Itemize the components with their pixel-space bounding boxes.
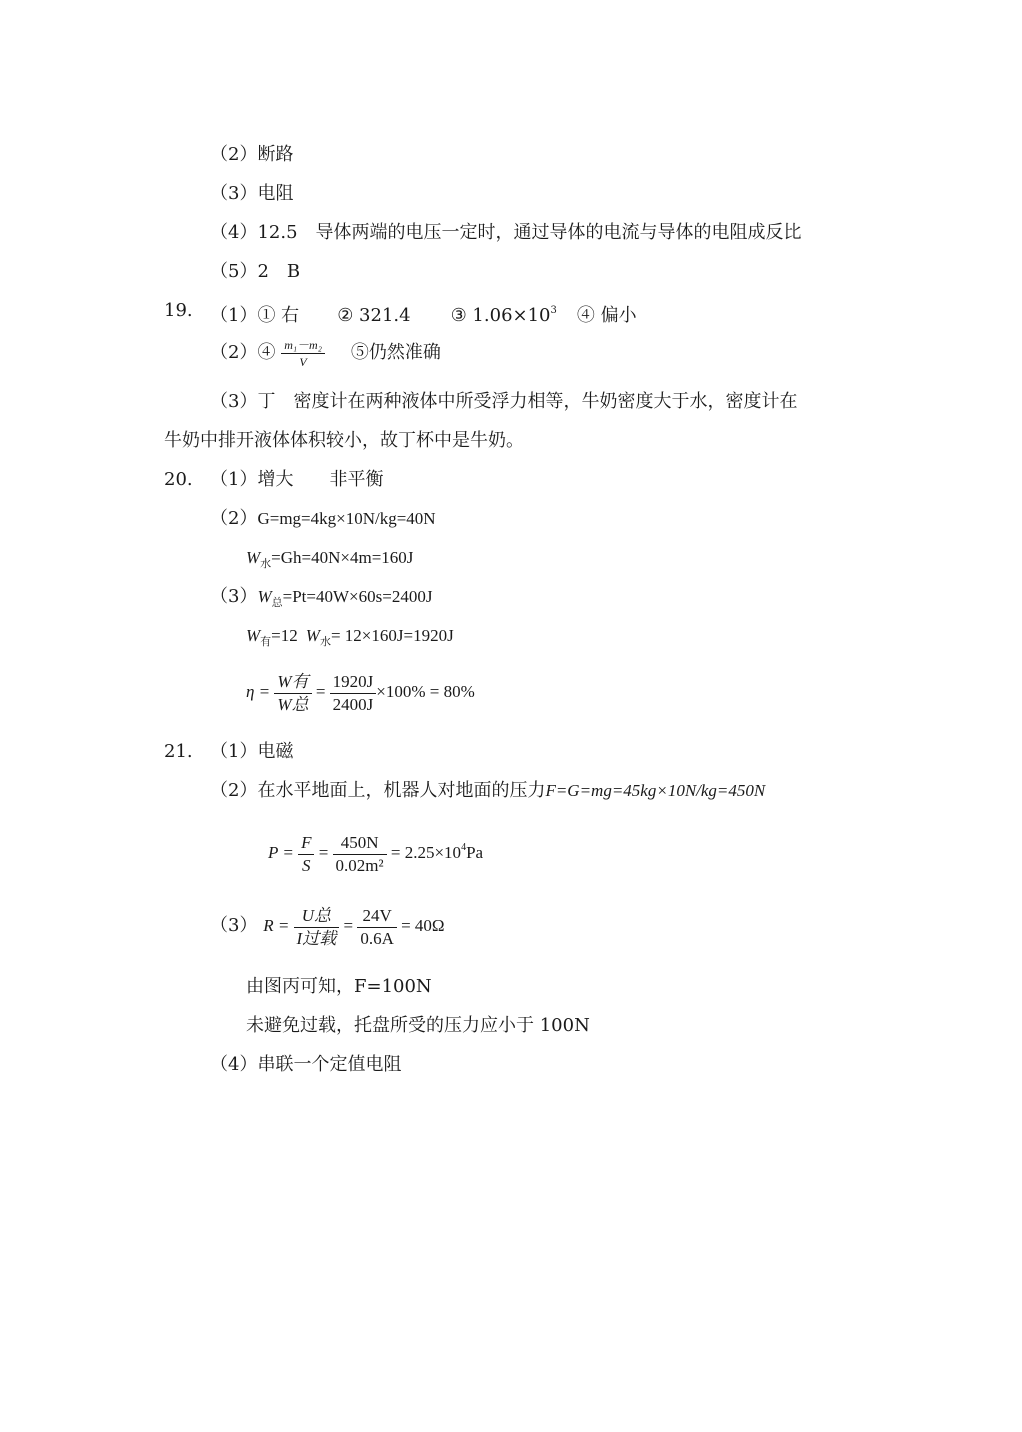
work-subscript: 水 <box>260 558 272 570</box>
pressure-equals: = <box>318 843 329 862</box>
q19-number: 19. <box>164 300 193 321</box>
pressure-force-equation: F=G=mg=45kg×10N/kg=450N <box>545 781 766 800</box>
resistance-symbol: R = <box>263 916 290 935</box>
q19-part2-b: ⑤仍然准确 <box>350 342 441 363</box>
efficiency-fraction-2-top: 1920J <box>330 672 377 694</box>
useful-work-equation <box>246 624 454 654</box>
pressure-fraction-2-bottom: 0.02m² <box>335 855 384 875</box>
efficiency-symbol: η = <box>246 682 271 701</box>
resistance-result: = 40Ω <box>401 916 445 935</box>
resistance-fraction-2-top: 24V <box>357 906 397 928</box>
useful-work-subscript2: 水 <box>319 636 331 648</box>
q18-part4-label: （4）12.5 <box>210 222 298 243</box>
efficiency-equation <box>246 668 475 716</box>
useful-work-subscript: 有 <box>260 636 272 648</box>
q21-part3-label: （3） <box>210 915 258 936</box>
q19-part1 <box>210 299 637 328</box>
q21-part1: （1）电磁 <box>210 741 294 762</box>
pressure-fraction-2-top: 450N <box>333 833 387 855</box>
useful-work-symbol2: W <box>305 626 320 645</box>
pressure-fraction-2 <box>333 833 387 876</box>
work-water-equation <box>246 546 413 576</box>
q19-part1-a: （1）① 右 <box>210 305 300 326</box>
work-total-symbol: W <box>257 587 272 606</box>
resistance-fraction-1-top: U总 <box>294 906 340 928</box>
pressure-symbol: P = <box>268 843 294 862</box>
q19-part1-c: ③ 1.06×10 <box>450 305 551 326</box>
efficiency-fraction-1 <box>274 672 311 715</box>
useful-work-symbol: W <box>246 626 261 645</box>
efficiency-fraction-1-top: W有 <box>274 672 311 694</box>
resistance-fraction-1-bottom: I过载 <box>296 928 337 948</box>
pressure-exponent: 4 <box>461 842 467 853</box>
q20-part3-label: （3） <box>210 586 258 607</box>
resistance-fraction-1 <box>294 906 340 949</box>
efficiency-fraction-1-bottom: W总 <box>277 694 309 714</box>
efficiency-fraction-2-bottom: 2400J <box>332 694 374 714</box>
q21-number: 21. <box>164 741 193 762</box>
q21-part3-conclusion: 未避免过载，托盘所受的压力应小于 100N <box>246 1015 590 1036</box>
q21-part3 <box>210 900 445 952</box>
q18-part4 <box>210 221 802 245</box>
q21-part3-graph-note: 由图丙可知，F=100N <box>246 976 432 997</box>
q19-part1-d: ④ 偏小 <box>576 305 637 326</box>
q21-part2 <box>210 779 765 803</box>
resistance-fraction-2-bottom: 0.6A <box>360 928 394 948</box>
work-total-value: =Pt=40W×60s=2400J <box>282 587 433 606</box>
q19-part2 <box>210 336 441 370</box>
useful-work-mid: =12 <box>271 626 298 645</box>
pressure-fraction-1-bottom: S <box>302 855 311 875</box>
pressure-equation <box>268 822 483 879</box>
density-fraction-numerator: m₁－m₂ <box>281 338 325 354</box>
q19-part1-b: ② 321.4 <box>337 305 411 326</box>
work-total-subscript: 总 <box>271 597 283 609</box>
q20-part2 <box>210 507 436 531</box>
pressure-fraction-1-top: F <box>298 833 314 855</box>
q20-number: 20. <box>164 469 193 490</box>
efficiency-equals: = <box>315 682 326 701</box>
q21-part4: （4）串联一个定值电阻 <box>210 1054 402 1075</box>
q21-part2-text: （2）在水平地面上，机器人对地面的压力 <box>210 780 546 801</box>
pressure-fraction-1 <box>298 833 314 876</box>
resistance-fraction-2 <box>357 906 397 949</box>
q20-part2-label: （2） <box>210 508 258 529</box>
work-water-value: =Gh=40N×4m=160J <box>271 548 414 567</box>
pressure-result: = 2.25×10 <box>390 843 462 862</box>
q19-part2-label: （2）④ <box>210 342 276 363</box>
q20-part3 <box>210 585 432 615</box>
work-symbol: W <box>246 548 261 567</box>
q18-part3: （3）电阻 <box>210 183 294 204</box>
resistance-equals: = <box>343 916 354 935</box>
q18-part4-text: 导体两端的电压一定时，通过导体的电流与导体的电阻成反比 <box>315 222 802 243</box>
q18-part5: （5）2 B <box>210 261 301 282</box>
efficiency-fraction-2 <box>330 672 377 715</box>
q20-part1: （1）增大 非平衡 <box>210 469 384 490</box>
q19-part3-line1: （3）丁 密度计在两种液体中所受浮力相等，牛奶密度大于水，密度计在 <box>210 391 798 412</box>
useful-work-value: = 12×160J=1920J <box>330 626 454 645</box>
q19-part3-line2: 牛奶中排开液体体积较小，故丁杯中是牛奶。 <box>164 430 524 451</box>
density-fraction-denominator: V <box>299 354 307 369</box>
gravity-equation: G=mg=4kg×10N/kg=40N <box>257 509 436 528</box>
q18-part2: （2）断路 <box>210 144 294 165</box>
pressure-unit: Pa <box>466 843 484 862</box>
efficiency-result: ×100% = 80% <box>376 682 475 701</box>
density-fraction <box>281 338 325 369</box>
q19-part1-c-exponent: 3 <box>550 305 557 316</box>
